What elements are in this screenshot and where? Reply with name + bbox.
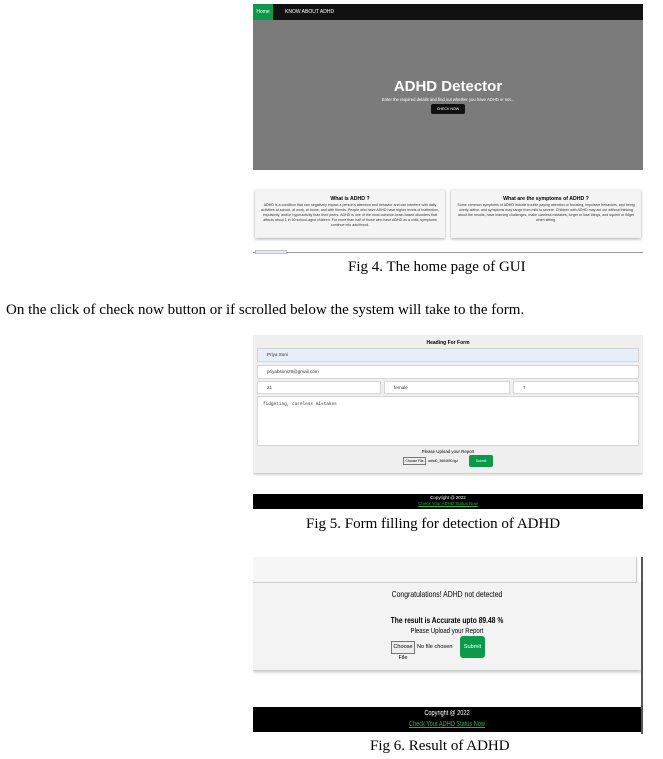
body-paragraph: On the click of check now button or if scrolled below the system will take to the form. [6, 302, 525, 318]
card-title: What is ADHD ? [330, 196, 370, 202]
nav-home-link[interactable]: Home [253, 4, 273, 20]
name-input[interactable]: Priya Soni [257, 348, 639, 362]
footer-copyright: Copyright @ 2022 [430, 495, 466, 500]
page-divider [253, 252, 643, 253]
file-name: adhd0_3684690.tgz [428, 459, 458, 463]
footer-link[interactable]: Check Your ADHD Status Now [418, 501, 478, 506]
fig5-form-screenshot [253, 335, 643, 510]
fig5-caption: Fig 5. Form filling for detection of ADHD [306, 516, 561, 532]
choose-file-button[interactable]: Choose File [391, 641, 415, 654]
symptoms-textarea[interactable]: fidgeting, careless mistakes [257, 396, 639, 446]
submit-button[interactable]: Submit [469, 455, 493, 467]
score-input[interactable]: 7 [513, 381, 639, 394]
footer-link[interactable]: Check Your ADHD Status Now [409, 721, 485, 728]
submit-button[interactable]: Submit [460, 636, 485, 658]
age-input[interactable]: 21 [257, 381, 381, 394]
form-heading: Heading For Form [426, 340, 470, 346]
fig4-caption: Fig 4. The home page of GUI [348, 259, 526, 275]
card-text: ADHD is a condition that can negatively impact a person's attention and behavior and can interfere with daily activities at school, at work, at home, and with friends. People who have ADHD have higher levels of inattention, impulsivity, and/or hyperactivity than their peers. ADHD is one of the most common brain-based disorders that affects about 1 in 10 school-aged children. For more than half of those who have ADHD as a child, symptoms continue into adulthood. [261, 203, 439, 227]
upload-label: Please Upload your Report [421, 449, 475, 454]
hero-banner [253, 20, 643, 170]
result-message: Congratulations! ADHD not detected [391, 589, 503, 599]
scroll-tag [255, 250, 287, 254]
check-now-button[interactable]: CHECK NOW [431, 104, 465, 114]
footer [253, 707, 641, 732]
result-panel [253, 583, 641, 670]
hero-subtitle: Enter the required details and find out whether you have ADHD or not... [381, 97, 515, 102]
file-status: No file chosen [417, 644, 453, 650]
email-input[interactable]: priyabsoni29@gmail.com [257, 365, 639, 379]
symptoms-card [451, 190, 641, 238]
form-panel [253, 335, 643, 473]
hero-title: ADHD Detector [393, 78, 503, 95]
fig6-caption: Fig 6. Result of ADHD [370, 738, 510, 754]
upload-label: Please Upload your Report [410, 626, 484, 635]
nav-know-about-link[interactable]: KNOW ABOUT ADHD [285, 9, 335, 15]
what-is-adhd-card [255, 190, 445, 238]
footer [253, 494, 643, 509]
top-strip [253, 557, 637, 583]
card-text: Some common symptoms of ADHD include trouble paying attention or focusing, impulsive behaviors, and being overly active, and symptoms may range from mild to severe. Children with ADHD may act out without thinking about the results, have learning challenges, make careless mistakes, forget or lose things, and squirm or fidget when sitting. [457, 203, 635, 222]
card-title: What are the symptoms of ADHD ? [503, 196, 589, 202]
footer-copyright: Copyright @ 2022 [424, 710, 470, 717]
choose-file-button[interactable]: Choose File [403, 457, 426, 465]
gender-input[interactable]: female [384, 381, 510, 394]
navbar [253, 4, 643, 20]
accuracy-text: The result is Accurate upto 89.48 % [390, 615, 504, 625]
fig6-result-screenshot [253, 557, 643, 734]
fig4-home-screenshot [253, 4, 643, 256]
